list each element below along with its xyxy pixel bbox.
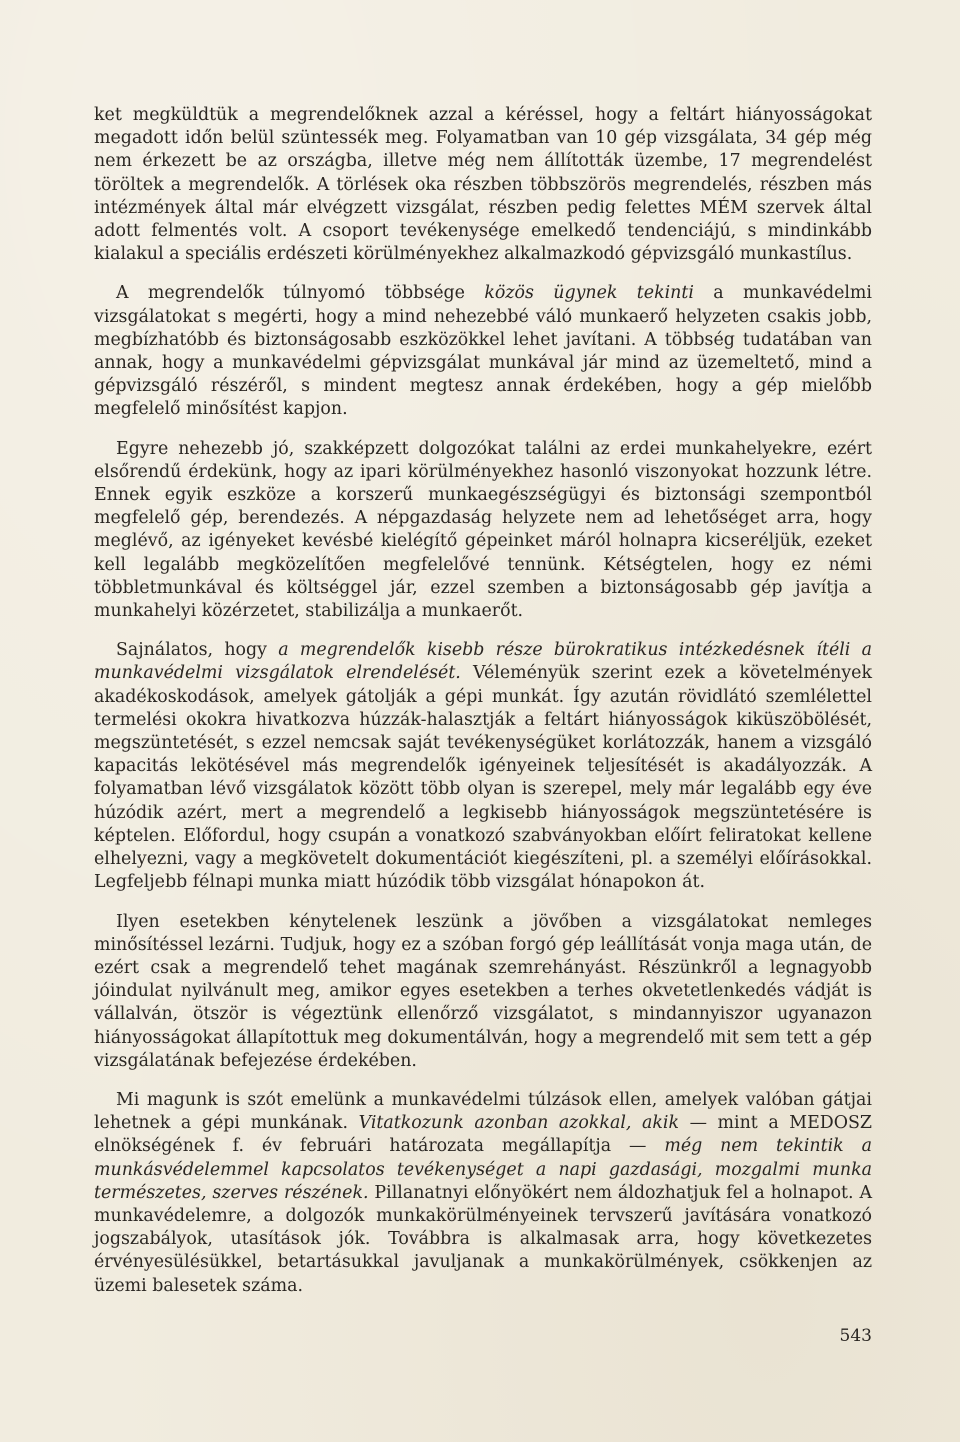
text-segment: Véleményük szerint ezek a követelmények akadékoskodások, amelyek gátolják a gépi munkát. Így azután rövidlátó szemlélettel termelési okokra hivatkozva húzzák-halasztják a feltárt hiányosságok kiküszöbölését, megszüntetését, s ezzel nemcsak saját tevékenységüket korlátozzák, hanem a vizsgáló kapacitás lekötésével más megrendelők igényeinek teljesítését is akadályozzák. A folyamatban lévő vizsgálatok között több olyan is szerepel, mely már legalább egy éve húzódik azért, mert a megrendelő a legkisebb hiányosságok megszüntetésére is képtelen. Előfordul, hogy csupán a vonatkozó szabványokban előírt feliratokat kellene elhelyezni, vagy a megkövetelt dokumentációt kiegészíteni, pl. a személyi előírásokkal. Legfeljebb félnapi munka miatt húzódik több vizsgálat hónapokon át.	[94, 663, 872, 893]
paragraph	[94, 639, 872, 894]
body-text	[94, 104, 872, 1314]
text-segment: ket megküldtük a megrendelőknek azzal a kéréssel, hogy a feltárt hiányosságokat megadott időn belül szüntessék meg. Folyamatban van 10 gép vizsgálata, 34 gép még nem érkezett be az országba, illetve még nem állították üzembe, 17 megrendelést töröltek a megrendelők. A törlések oka részben többszörös megrendelés, részben más intézmények által már elvégzett vizsgálat, részben pedig felettes MÉM szervek által adott felmentés volt. A csoport tevékenysége emelkedő tendenciájú, s mindinkább kialakul a speciális erdészeti körülményekhez alkalmazkodó gépvizsgáló munkastílus.	[94, 105, 872, 265]
italic-text-segment: a megrendelők kisebb része bürokratikus intézkedésnek ítéli a munkavédelmi vizsgálatok elrendelését.	[94, 640, 872, 684]
paragraph	[94, 911, 872, 1073]
paragraph	[94, 282, 872, 421]
text-segment: Sajnálatos, hogy	[116, 640, 279, 661]
text-segment: Pillanatnyi előnyökért nem áldozhatjuk fel a holnapot. A munkavédelemre, a dolgozók munkakörülményeinek tervszerű javítására vonatkozó jogszabályok, utasítások jók. Továbbra is alkalmasak arra, hogy következetes érvényesülésükkel, betartásukkal javuljanak a munkakörülmények, csökkenjen az üzemi balesetek száma.	[94, 1182, 872, 1296]
paragraph	[94, 438, 872, 624]
italic-text-segment: még nem tekintik a munkásvédelemmel kapcsolatos tevékenységet a napi gazdasági, mozgalmi munka természetes, szerves részének.	[94, 1136, 872, 1203]
text-segment: Egyre nehezebb jó, szakképzett dolgozókat találni az erdei munkahelyekre, ezért elsőrendű érdekünk, hogy az ipari körülményekhez hasonló viszonyokat hozzunk létre. Ennek egyik eszköze a korszerű munkaegészségügyi és biztonsági szempontból megfelelő gép, berendezés. A népgazdaság helyzete nem ad lehetőséget arra, hogy meglévő, az igényeket kevésbé kielégítő gépeinket máról holnapra kicseréljük, ezeket kell legalább megközelítően megfelelővé tennünk. Kétségtelen, hogy ez némi többletmunkával és költséggel jár, ezzel szemben a biztonságosabb gép javítja a munkahelyi közérzetet, stabilizálja a munkaerőt.	[94, 438, 872, 622]
italic-text-segment: Vitatkozunk azonban azokkal, akik	[358, 1113, 680, 1134]
text-segment: A megrendelők túlnyomó többsége	[116, 283, 485, 304]
page-number: 543	[839, 1326, 872, 1346]
paragraph	[94, 104, 872, 266]
text-segment: Ilyen esetekben kénytelenek leszünk a jövőben a vizsgálatokat nemleges minősítéssel lezárni. Tudjuk, hogy ez a szóban forgó gép leállítását vonja maga után, de ezért csak a megrendelő tehet magának szemrehányást. Részünkről a legnagyobb jóindulat nyilvánult meg, amikor egyes esetekben a terhes okvetetlenkedés vádját is vállalván, ötször is végeztünk ellenőrző vizsgálatot, s mindannyiszor ugyanazon hiányosságokat állapítottuk meg dokumentálván, hogy a megrendelő mit sem tett a gép vizsgálatának befejezése érdekében.	[94, 911, 872, 1071]
text-segment: a munkavédelmi vizsgálatokat s megérti, hogy a mind nehezebbé váló munkaerő helyzeten csakis jobb, megbízhatóbb és biztonságosabb eszközökkel lehet javítani. A többség tudatában van annak, hogy a munkavédelmi gépvizsgálat munkával jár mind az üzemeltető, mind a gépvizsgáló részéről, s mindent megtesz annak érdekében, hogy a gép mielőbb megfelelő minősítést kapjon.	[94, 283, 872, 420]
text-segment: — mint a MEDOSZ elnökségének f. év februári határozata megállapítja —	[94, 1113, 873, 1157]
paragraph	[94, 1089, 872, 1298]
text-segment: Mi magunk is szót emelünk a munkavédelmi túlzások ellen, amelyek valóban gátjai lehetnek a gépi munkának.	[94, 1089, 872, 1134]
italic-text-segment: közös ügynek tekinti	[484, 283, 694, 304]
